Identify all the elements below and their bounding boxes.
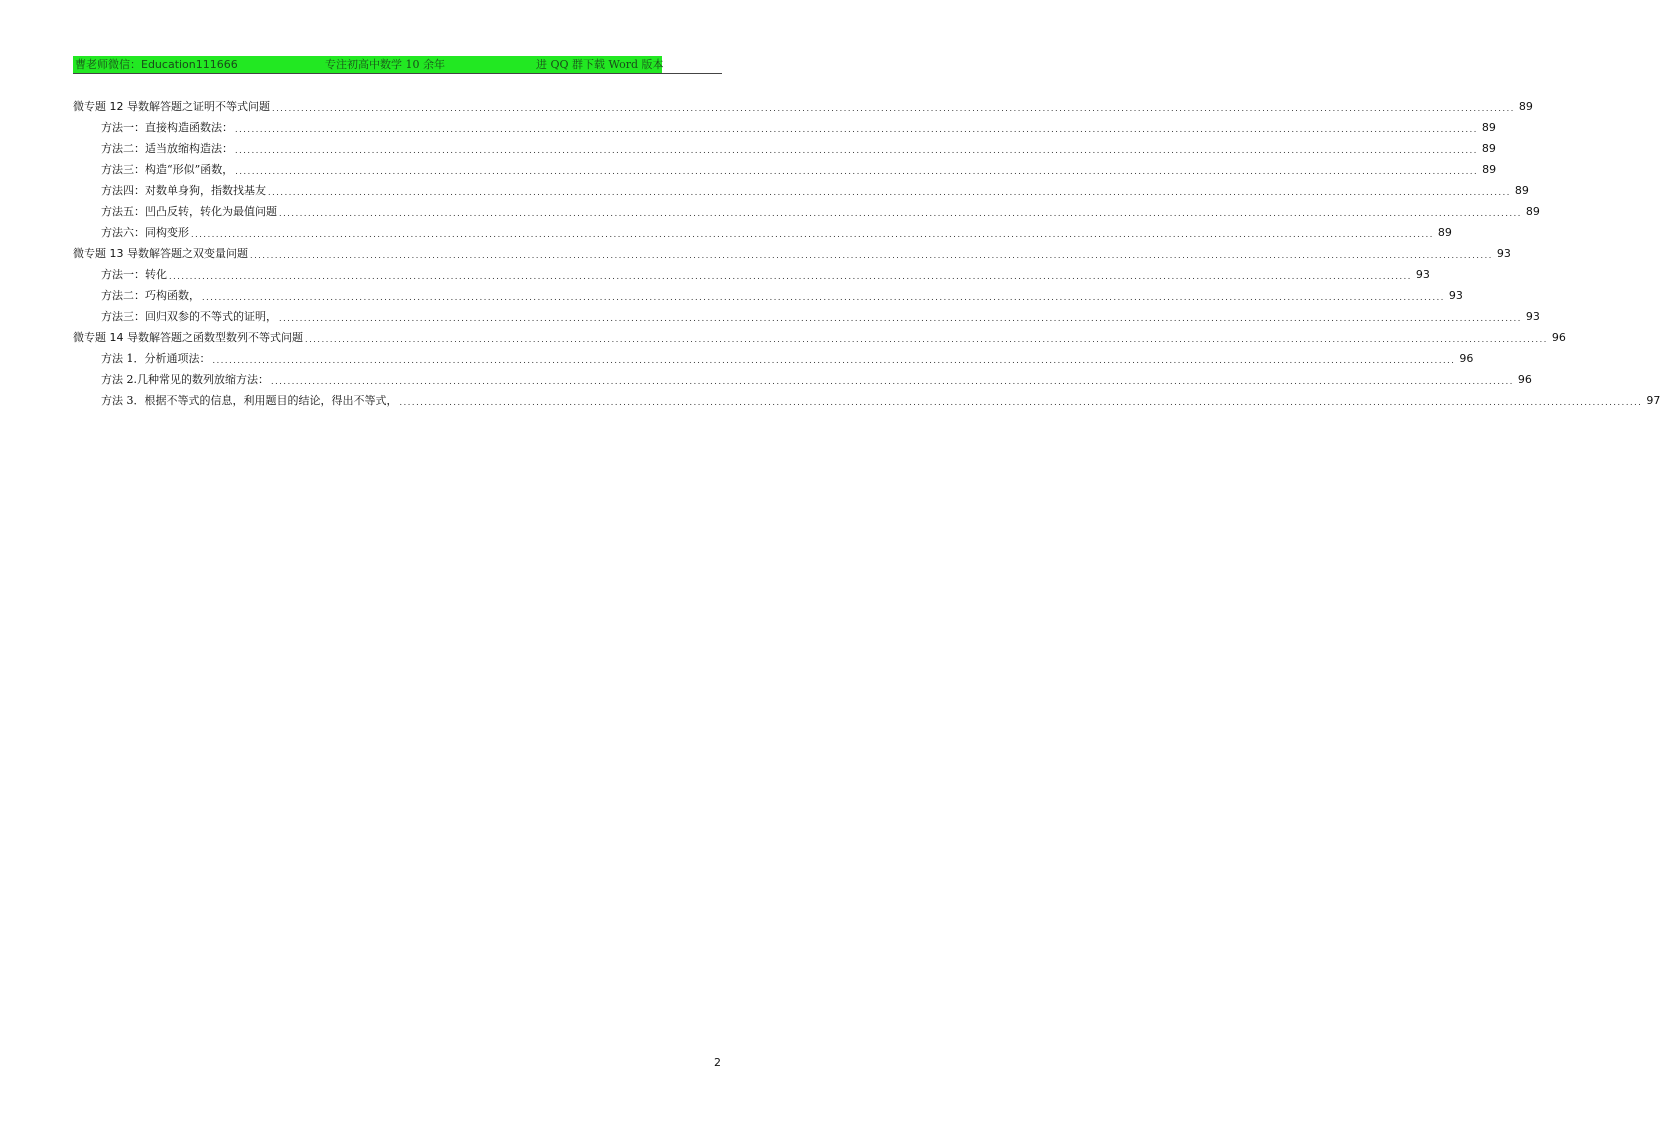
toc-entry-label: 微专题 14 导数解答题之函数型数列不等式问题 — [73, 331, 303, 344]
toc-dot-leader: ............................................................................................................................................................................................................................................................................................................ — [235, 167, 1479, 176]
toc-entry-page-number: 96 — [1459, 352, 1474, 365]
toc-entry-page-number: 89 — [1481, 142, 1496, 155]
toc-entry-label: 方法三：回归双参的不等式的证明， — [101, 310, 277, 323]
toc-entry-page-number: 93 — [1415, 268, 1430, 281]
toc-dot-leader: ............................................................................................................................................................................................................................................................................................................ — [279, 209, 1522, 218]
toc-entry-label: 方法一：直接构造函数法： — [101, 121, 233, 134]
toc-entry-page-number: 93 — [1525, 310, 1540, 323]
toc-dot-leader: ............................................................................................................................................................................................................................................................................................................ — [271, 377, 1514, 386]
toc-dot-leader: ............................................................................................................................................................................................................................................................................................................ — [279, 314, 1522, 323]
toc-dot-leader: ............................................................................................................................................................................................................................................................................................................ — [212, 356, 1456, 365]
toc-method-entry[interactable] — [101, 224, 1452, 240]
header-contact-text: 曹老师微信：Education111666 — [75, 58, 238, 71]
toc-dot-leader: ............................................................................................................................................................................................................................................................................................................ — [235, 146, 1478, 155]
toc-entry-label: 微专题 13 导数解答题之双变量问题 — [73, 247, 248, 260]
toc-entry-page-number: 96 — [1551, 331, 1566, 344]
toc-dot-leader: ............................................................................................................................................................................................................................................................................................................ — [191, 230, 1434, 239]
toc-dot-leader: ............................................................................................................................................................................................................................................................................................................ — [169, 272, 1412, 281]
toc-entry-label: 方法 2.几种常见的数列放缩方法： — [101, 373, 269, 386]
toc-entry-label: 方法 3．根据不等式的信息，利用题目的结论，得出不等式， — [101, 394, 398, 407]
header-divider — [73, 73, 722, 74]
toc-entry-page-number: 89 — [1437, 226, 1452, 239]
toc-entry-label: 方法二：适当放缩构造法： — [101, 142, 233, 155]
toc-entry-label: 方法三：构造“形似”函数， — [101, 163, 234, 176]
toc-entry-page-number: 97 — [1646, 394, 1660, 407]
toc-entry-label: 微专题 12 导数解答题之证明不等式问题 — [73, 100, 270, 113]
toc-section-entry[interactable] — [73, 245, 1511, 261]
toc-dot-leader: ............................................................................................................................................................................................................................................................................................................ — [305, 335, 1548, 344]
toc-entry-label: 方法一：转化 — [101, 268, 167, 281]
toc-entry-label: 方法六：同构变形 — [101, 226, 189, 239]
toc-entry-page-number: 89 — [1514, 184, 1529, 197]
toc-dot-leader: ............................................................................................................................................................................................................................................................................................................ — [250, 251, 1493, 260]
header-download-text: 进 QQ 群下载 Word 版本 — [536, 58, 664, 71]
toc-section-entry[interactable] — [73, 98, 1533, 114]
toc-entry-label: 方法 1．分析通项法： — [101, 352, 211, 365]
toc-dot-leader: ............................................................................................................................................................................................................................................................................................................ — [272, 104, 1515, 113]
toc-method-entry[interactable] — [101, 392, 1660, 408]
toc-method-entry[interactable] — [101, 140, 1496, 156]
toc-dot-leader: ............................................................................................................................................................................................................................................................................................................ — [268, 188, 1511, 197]
toc-dot-leader: ............................................................................................................................................................................................................................................................................................................ — [399, 398, 1643, 407]
toc-method-entry[interactable] — [101, 203, 1540, 219]
toc-entry-label: 方法二：巧构函数， — [101, 289, 200, 302]
toc-entry-page-number: 93 — [1496, 247, 1511, 260]
toc-method-entry[interactable] — [101, 119, 1496, 135]
toc-entry-page-number: 89 — [1481, 121, 1496, 134]
page-number: 2 — [714, 1056, 721, 1069]
toc-entry-page-number: 93 — [1448, 289, 1463, 302]
toc-entry-page-number: 96 — [1517, 373, 1532, 386]
toc-entry-label: 方法四：对数单身狗，指数找基友 — [101, 184, 266, 197]
toc-method-entry[interactable] — [101, 287, 1463, 303]
toc-method-entry[interactable] — [101, 308, 1540, 324]
toc-dot-leader: ............................................................................................................................................................................................................................................................................................................ — [235, 125, 1478, 134]
header-slogan-text: 专注初高中数学 10 余年 — [325, 58, 445, 71]
toc-method-entry[interactable] — [101, 371, 1532, 387]
toc-entry-page-number: 89 — [1518, 100, 1533, 113]
toc-method-entry[interactable] — [101, 266, 1430, 282]
toc-entry-label: 方法五：凹凸反转，转化为最值问题 — [101, 205, 277, 218]
toc-method-entry[interactable] — [101, 182, 1529, 198]
toc-method-entry[interactable] — [101, 161, 1497, 177]
toc-method-entry[interactable] — [101, 350, 1474, 366]
toc-dot-leader: ............................................................................................................................................................................................................................................................................................................ — [202, 293, 1445, 302]
toc-entry-page-number: 89 — [1482, 163, 1497, 176]
toc-entry-page-number: 89 — [1525, 205, 1540, 218]
toc-section-entry[interactable] — [73, 329, 1566, 345]
